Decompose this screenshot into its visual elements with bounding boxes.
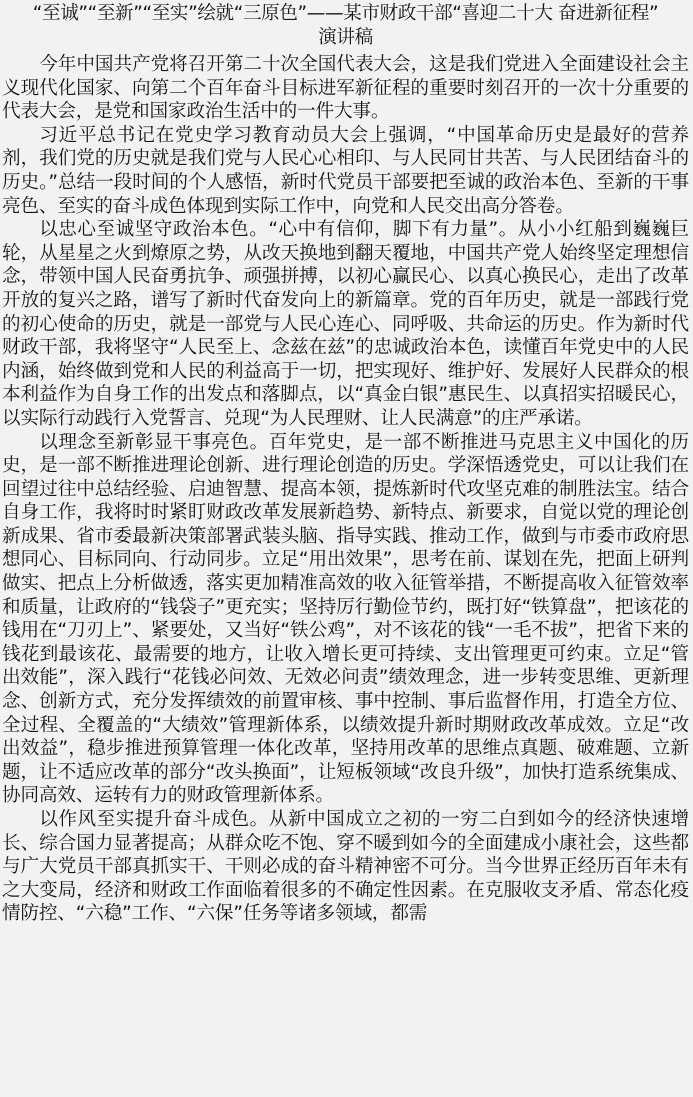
title-line-2: 演讲稿 bbox=[318, 27, 373, 48]
paragraph-intro: 今年中国共产党将召开第二十次全国代表大会，这是我们党进入全面建设社会主义现代化国家、向第二个百年奋斗目标进军新征程的重要时刻召开的一次十分重要的代表大会，是党和国家政治生活中的一件大事。 bbox=[2, 54, 689, 123]
document-title bbox=[2, 0, 689, 50]
document-body bbox=[2, 53, 689, 926]
title-line-1: “至诚”“至新”“至实”绘就“三原色”——某市财政干部“喜迎二十大 奋进新征程” bbox=[32, 3, 659, 24]
paragraph-practice: 以作风至实提升奋斗成色。从新中国成立之初的一穷二白到如今的经济快速增长、综合国力显著提高；从群众吃不饱、穿不暖到如今的全面建成小康社会，这些都与广大党员干部真抓实干、干则必成的奋斗精神密不可分。当今世界正经历百年未有之大变局，经济和财政工作面临着很多的不确定性因素。在克服收支矛盾、常态化疫情防控、“六稳”工作、“六保”任务等诸多领域，都需 bbox=[2, 809, 689, 925]
paragraph-quote: 习近平总书记在党史学习教育动员大会上强调，“中国革命历史是最好的营养剂，我们党的历史就是我们党与人民心心相印、与人民同甘共苦、与人民团结奋斗的历史。”总结一段时间的个人感悟，新时代党员干部要把至诚的政治本色、至新的干事亮色、至实的奋斗成色体现到实际工作中，向党和人民交出高分答卷。 bbox=[2, 124, 689, 217]
paragraph-innovation: 以理念至新彰显干事亮色。百年党史，是一部不断推进马克思主义中国化的历史，是一部不断推进理论创新、进行理论创造的历史。学深悟透党史，可以让我们在回望过往中总结经验、启迪智慧、提高本领，提炼新时代攻坚克难的制胜法宝。结合自身工作，我将时时紧盯财政改革发展新趋势、新特点、新要求，自觉以党的理论创新成果、省市委最新决策部署武装头脑、指导实践、推动工作，做到与市委市政府思想同心、目标同向、行动同步。立足“用出效果”，思考在前、谋划在先，把面上研判做实、把点上分析做透，落实更加精准高效的收入征管举措，不断提高收入征管效率和质量，让政府的“钱袋子”更充实；坚持厉行勤俭节约，既打好“铁算盘”，把该花的钱用在“刀刃上”、紧要处，又当好“铁公鸡”，对不该花的钱“一毛不拔”，把省下来的钱花到最该花、最需要的地方，让收入增长更可持续、支出管理更可约束。立足“管出效能”，深入践行“花钱必问效、无效必问责”绩效理念，进一步转变思维、更新理念、创新方式，充分发挥绩效的前置审核、事中控制、事后监督作用，打造全方位、全过程、全覆盖的“大绩效”管理新体系，以绩效提升新时期财政改革成效。立足“改出效益”，稳步推进预算管理一体化改革，坚持用改革的思维点真题、破难题、立新题，让不适应改革的部分“改头换面”，让短板领域“改良升级”，加快打造系统集成、协同高效、运转有力的财政管理新体系。 bbox=[2, 431, 689, 807]
paragraph-loyalty: 以忠心至诚坚守政治本色。“心中有信仰，脚下有力量”。从小小红船到巍巍巨轮，从星星之火到燎原之势，从改天换地到翻天覆地，中国共产党人始终坚定理想信念，带领中国人民奋勇抗争、顽强拼搏，以初心赢民心、以真心换民心，走出了改革开放的复兴之路，谱写了新时代奋发向上的新篇章。党的百年历史，就是一部践行党的初心使命的历史，就是一部党与人民心连心、同呼吸、共命运的历史。作为新时代财政干部，我将坚守“人民至上、念兹在兹”的忠诚政治本色，读懂百年党史中的人民内涵，始终做到党和人民的利益高于一切，把实现好、维护好、发展好人民群众的根本利益作为自身工作的出发点和落脚点，以“真金白银”惠民生、以真招实招暖民心，以实际行动践行入党誓言、兑现“为人民理财、让人民满意”的庄严承诺。 bbox=[2, 219, 689, 429]
